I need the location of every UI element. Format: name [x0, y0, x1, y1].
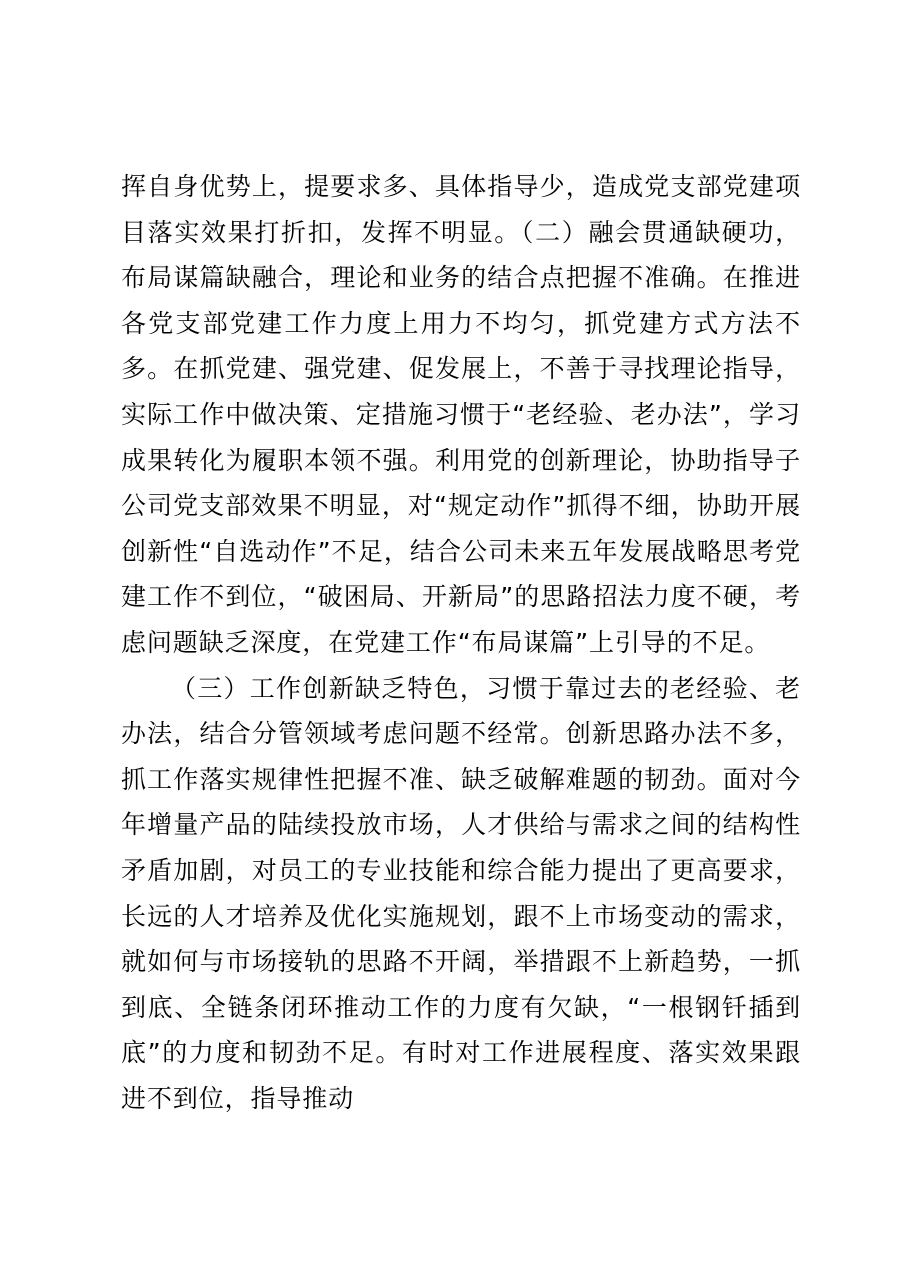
paragraph-section-three: （三）工作创新缺乏特色，习惯于靠过去的老经验、老办法，结合分管领域考虑问题不经常。创新思路办法不多，抓工作落实规律性把握不准、缺乏破解难题的韧劲。面对今年增量产品的陆续投放市场，人才供给与需求之间的结构性矛盾加剧，对员工的专业技能和综合能力提出了更高要求，长远的人才培养及优化实施规划，跟不上市场变动的需求，就如何与市场接轨的思路不开阔，举措跟不上新趋势，一抓到底、全链条闭环推动工作的力度有欠缺，“一根钢钎插到底”的力度和韧劲不足。有时对工作进展程度、落实效果跟进不到位，指导推动 — [121, 673, 801, 1113]
paragraph-continued: 挥自身优势上，提要求多、具体指导少，造成党支部党建项目落实效果打折扣，发挥不明显。（二）融会贯通缺硬功，布局谋篇缺融合，理论和业务的结合点把握不准确。在推进各党支部党建工作力度上用力不均匀，抓党建方式方法不多。在抓党建、强党建、促发展上，不善于寻找理论指导，实际工作中做决策、定措施习惯于“老经验、老办法”，学习成果转化为履职本领不强。利用党的创新理论，协助指导子公司党支部效果不明显，对“规定动作”抓得不细，协助开展创新性“自选动作”不足，结合公司未来五年发展战略思考党建工作不到位，“破困局、开新局”的思路招法力度不硬，考虑问题缺乏深度，在党建工作“布局谋篇”上引导的不足。 — [121, 172, 801, 657]
document-body — [121, 164, 801, 1121]
